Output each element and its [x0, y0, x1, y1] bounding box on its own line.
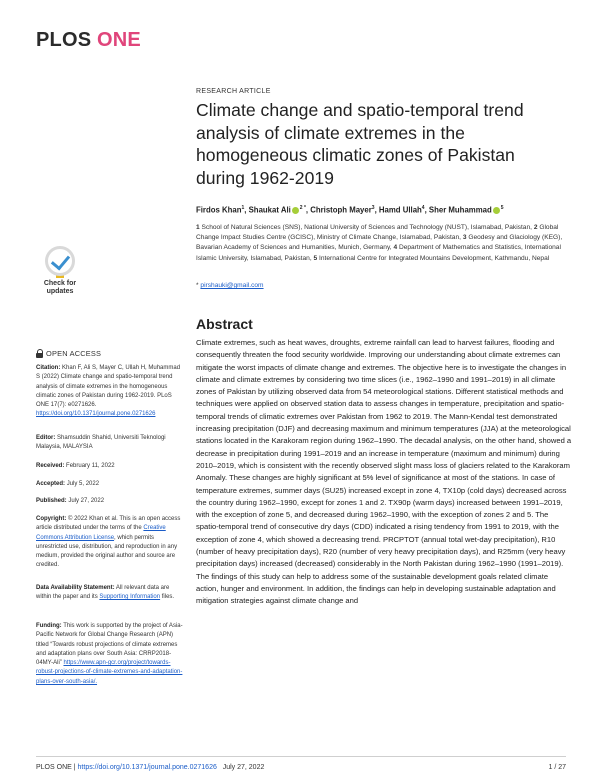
- orcid-icon[interactable]: [292, 207, 299, 214]
- data-availability-block: [36, 584, 184, 603]
- funding-label: Funding:: [36, 623, 62, 629]
- accepted-label: Accepted:: [36, 481, 66, 487]
- open-access-text: OPEN ACCESS: [46, 349, 102, 358]
- logo-plos: PLOS: [36, 29, 92, 51]
- author-sup: 5: [500, 205, 504, 211]
- author-sup: 2 *: [299, 205, 306, 211]
- affiliation-number: 5: [313, 254, 318, 262]
- accepted-date: July 5, 2022: [66, 481, 100, 487]
- copyright-label: Copyright:: [36, 516, 67, 522]
- affiliation-text: International Centre for Integrated Mountains Development, Kathmandu, Nepal: [319, 254, 550, 262]
- check-for-updates-badge[interactable]: [34, 246, 86, 304]
- author-sup: 4: [421, 205, 425, 211]
- citation-label: Citation:: [36, 365, 61, 371]
- affiliation-text: Global Change Impact Studies Centre (GCISC), Ministry of Climate Change, Islamabad, Pakistan,: [196, 224, 559, 242]
- open-lock-icon: [36, 349, 43, 358]
- affiliation-number: 1: [196, 224, 200, 231]
- editor-text: Shamsuddin Shahid, Universiti Teknologi Malaysia, MALAYSIA: [36, 435, 166, 451]
- badge-label: [44, 280, 76, 296]
- logo-one: ONE: [97, 29, 141, 51]
- published-block: [36, 497, 184, 506]
- corresponding-author: [196, 282, 264, 289]
- journal-logo: [36, 29, 141, 52]
- footer-separator: |: [73, 764, 76, 771]
- author-name: Firdos Khan: [196, 205, 242, 215]
- data-availability-label: Data Availability Statement:: [36, 585, 115, 591]
- funding-block: [36, 622, 184, 687]
- author-sup: 1: [241, 205, 245, 211]
- page-footer: [36, 764, 566, 771]
- author-name: Shaukat Ali: [248, 205, 291, 215]
- affiliations: [196, 223, 576, 264]
- author-sup: 3: [371, 205, 375, 211]
- author-name: Hamd Ullah: [378, 205, 422, 215]
- received-label: Received:: [36, 463, 65, 469]
- funding-project-link[interactable]: https://www.apn-gcr.org/project/towards-robust-projections-of-climate-extremes-and-adaptation-plans-over-south-asia/.: [36, 660, 183, 685]
- author-name: Christoph Mayer: [310, 205, 372, 215]
- editor-label: Editor:: [36, 435, 56, 441]
- footer-divider: [36, 756, 566, 757]
- funding-text: This work is supported by the project of Asia-Pacific Network for Global Change Research (APN) titled “Towards robust projections of climate extremes and adaptation plans over South Asia: CRRP2018-04MY-Ali”: [36, 623, 183, 667]
- citation-block: [36, 364, 184, 420]
- editor-block: [36, 434, 184, 453]
- footer-journal: PLOS ONE: [36, 764, 72, 771]
- footer-doi-link[interactable]: https://doi.org/10.1371/journal.pone.0271626: [77, 764, 217, 771]
- copyright-block: [36, 515, 184, 571]
- copyright-text-pre: © 2022 Khan et al. This is an open access article distributed under the terms of the: [36, 516, 181, 532]
- orcid-icon[interactable]: [493, 207, 500, 214]
- article-type: RESEARCH ARTICLE: [196, 88, 271, 95]
- abstract-heading: Abstract: [196, 316, 253, 332]
- affiliation-number: 4: [393, 244, 398, 252]
- affiliation-text: School of Natural Sciences (SNS), National University of Sciences and Technology (NUST), Islamabad, Pakistan,: [201, 224, 532, 231]
- creative-commons-link[interactable]: Creative Commons Attribution License: [36, 525, 166, 541]
- copyright-text-post: , which permits unrestricted use, distribution, and reproduction in any medium, provided the original author and source are credited.: [36, 534, 178, 569]
- author-name: Sher Muhammad: [428, 205, 492, 215]
- affiliation-text: Geodesy and Glaciology (KEG), Bavarian Academy of Sciences and Humanities, Munich, Germany,: [196, 234, 563, 252]
- open-access-label: [36, 349, 101, 358]
- data-availability-text-post: files.: [161, 594, 175, 601]
- corresponding-marker: *: [196, 282, 199, 289]
- affiliation-number: 3: [462, 234, 467, 242]
- badge-line-2: updates: [46, 288, 74, 295]
- article-title: Climate change and spatio-temporal trend analysis of climate extremes in the homogeneous climatic zones of Pakistan during 1962-2019: [196, 100, 524, 188]
- citation-text: Khan F, Ali S, Mayer C, Ullah H, Muhammad S (2022) Climate change and spatio-temporal trend analysis of climate extremes in the homogeneous climatic zones of Pakistan during 1962-2019. PLoS ONE 17(7): e0271626.: [36, 365, 181, 409]
- accepted-block: [36, 480, 184, 489]
- affiliation-number: 2: [533, 224, 538, 231]
- published-date: July 27, 2022: [68, 498, 105, 504]
- abstract-text: Climate extremes, such as heat waves, droughts, extreme rainfall can lead to harvest failures, flooding and consequently threaten the food security worldwide. Improving our understanding about climate extremes can mitigate the worst impacts of climate change and extremes. The objective here is to investigate the changes in climate and climate extremes by considering two time slices (i.e., 1962–1990 and 1991–2019) in all climate zones of Pakistan by utilizing observed data from 54 meteorological stations. Different statistical methods and techniques were applied on observed station data to assess changes in temperature, precipitation and spatio-temporal trends of climatic extremes over Pakistan from 1962 to 2019. The Mann-Kendal test demonstrated increasing precipitation (DJF) and decreasing maximum and minimum temperatures (JJA) at the meteorological stations located in the Karakoram region during 1962–1990. The decadal analysis, on the other hand, showed a decrease in precipitation during 1991–2019 and an increase in temperature (maximum and minimum) during 2010–2019, which is consistent with the recently observed slight mass loss of glaciers related to the Karakoram Anomaly. These changes are highly significant at 5% level of significance at most of the stations. In case of temperature extremes, summer days (SU25) increased except in zone 4, TX10p (cold days) decreased across the country during 1962–1990, except for zones 1 and 2. TX90p (warm days) increased between 1991–2019, with the exception of zone 5, and decreased during 1962–1990, with the exception of zones 2 and 5. The spatio-temporal trend of consecutive dry days (CDD) indicated a rising tendency from 1991 to 2019, with the exception of zone 4, which showed a decreasing trend. PRCPTOT (annual total wet-day precipitation), R10 (number of heavy precipitation days), R20 (number of very heavy precipitation days), and R25mm (very heavy precipitation days) increased (decreased) considerably in the North Pakistan during 1962–1990 (1991–2019). The findings of this study can help to address some of the sustainable development goals related climate action, hunger and environment. In addition, the findings can help in developing sustainable adaptation and mitigation strategies against climate change and: [196, 338, 572, 606]
- citation-doi-link[interactable]: https://doi.org/10.1371/journal.pone.0271626: [36, 411, 156, 418]
- badge-line-1: Check for: [43, 280, 77, 287]
- page-number: 1 / 27: [548, 764, 566, 771]
- supporting-information-link[interactable]: Supporting Information: [99, 594, 161, 601]
- data-availability-text-pre: All relevant data are within the paper and its: [36, 585, 170, 601]
- received-date: February 11, 2022: [66, 463, 115, 469]
- author-list: Firdos Khan$^1$, Shaukat Ali $^{2 *}$, Christoph Mayer$^3$, Hamd Ullah$^4$, Sher Muhammad $^5$: [196, 205, 504, 215]
- corresponding-email-link[interactable]: pirshauki@gmail.com: [200, 282, 264, 289]
- footer-date: July 27, 2022: [222, 764, 265, 771]
- affiliation-text: Department of Mathematics and Statistics, International Islamic University, Islamabad, Pakistan,: [196, 244, 561, 262]
- received-block: [36, 462, 184, 471]
- published-label: Published:: [36, 498, 67, 504]
- check-updates-icon: [45, 246, 75, 276]
